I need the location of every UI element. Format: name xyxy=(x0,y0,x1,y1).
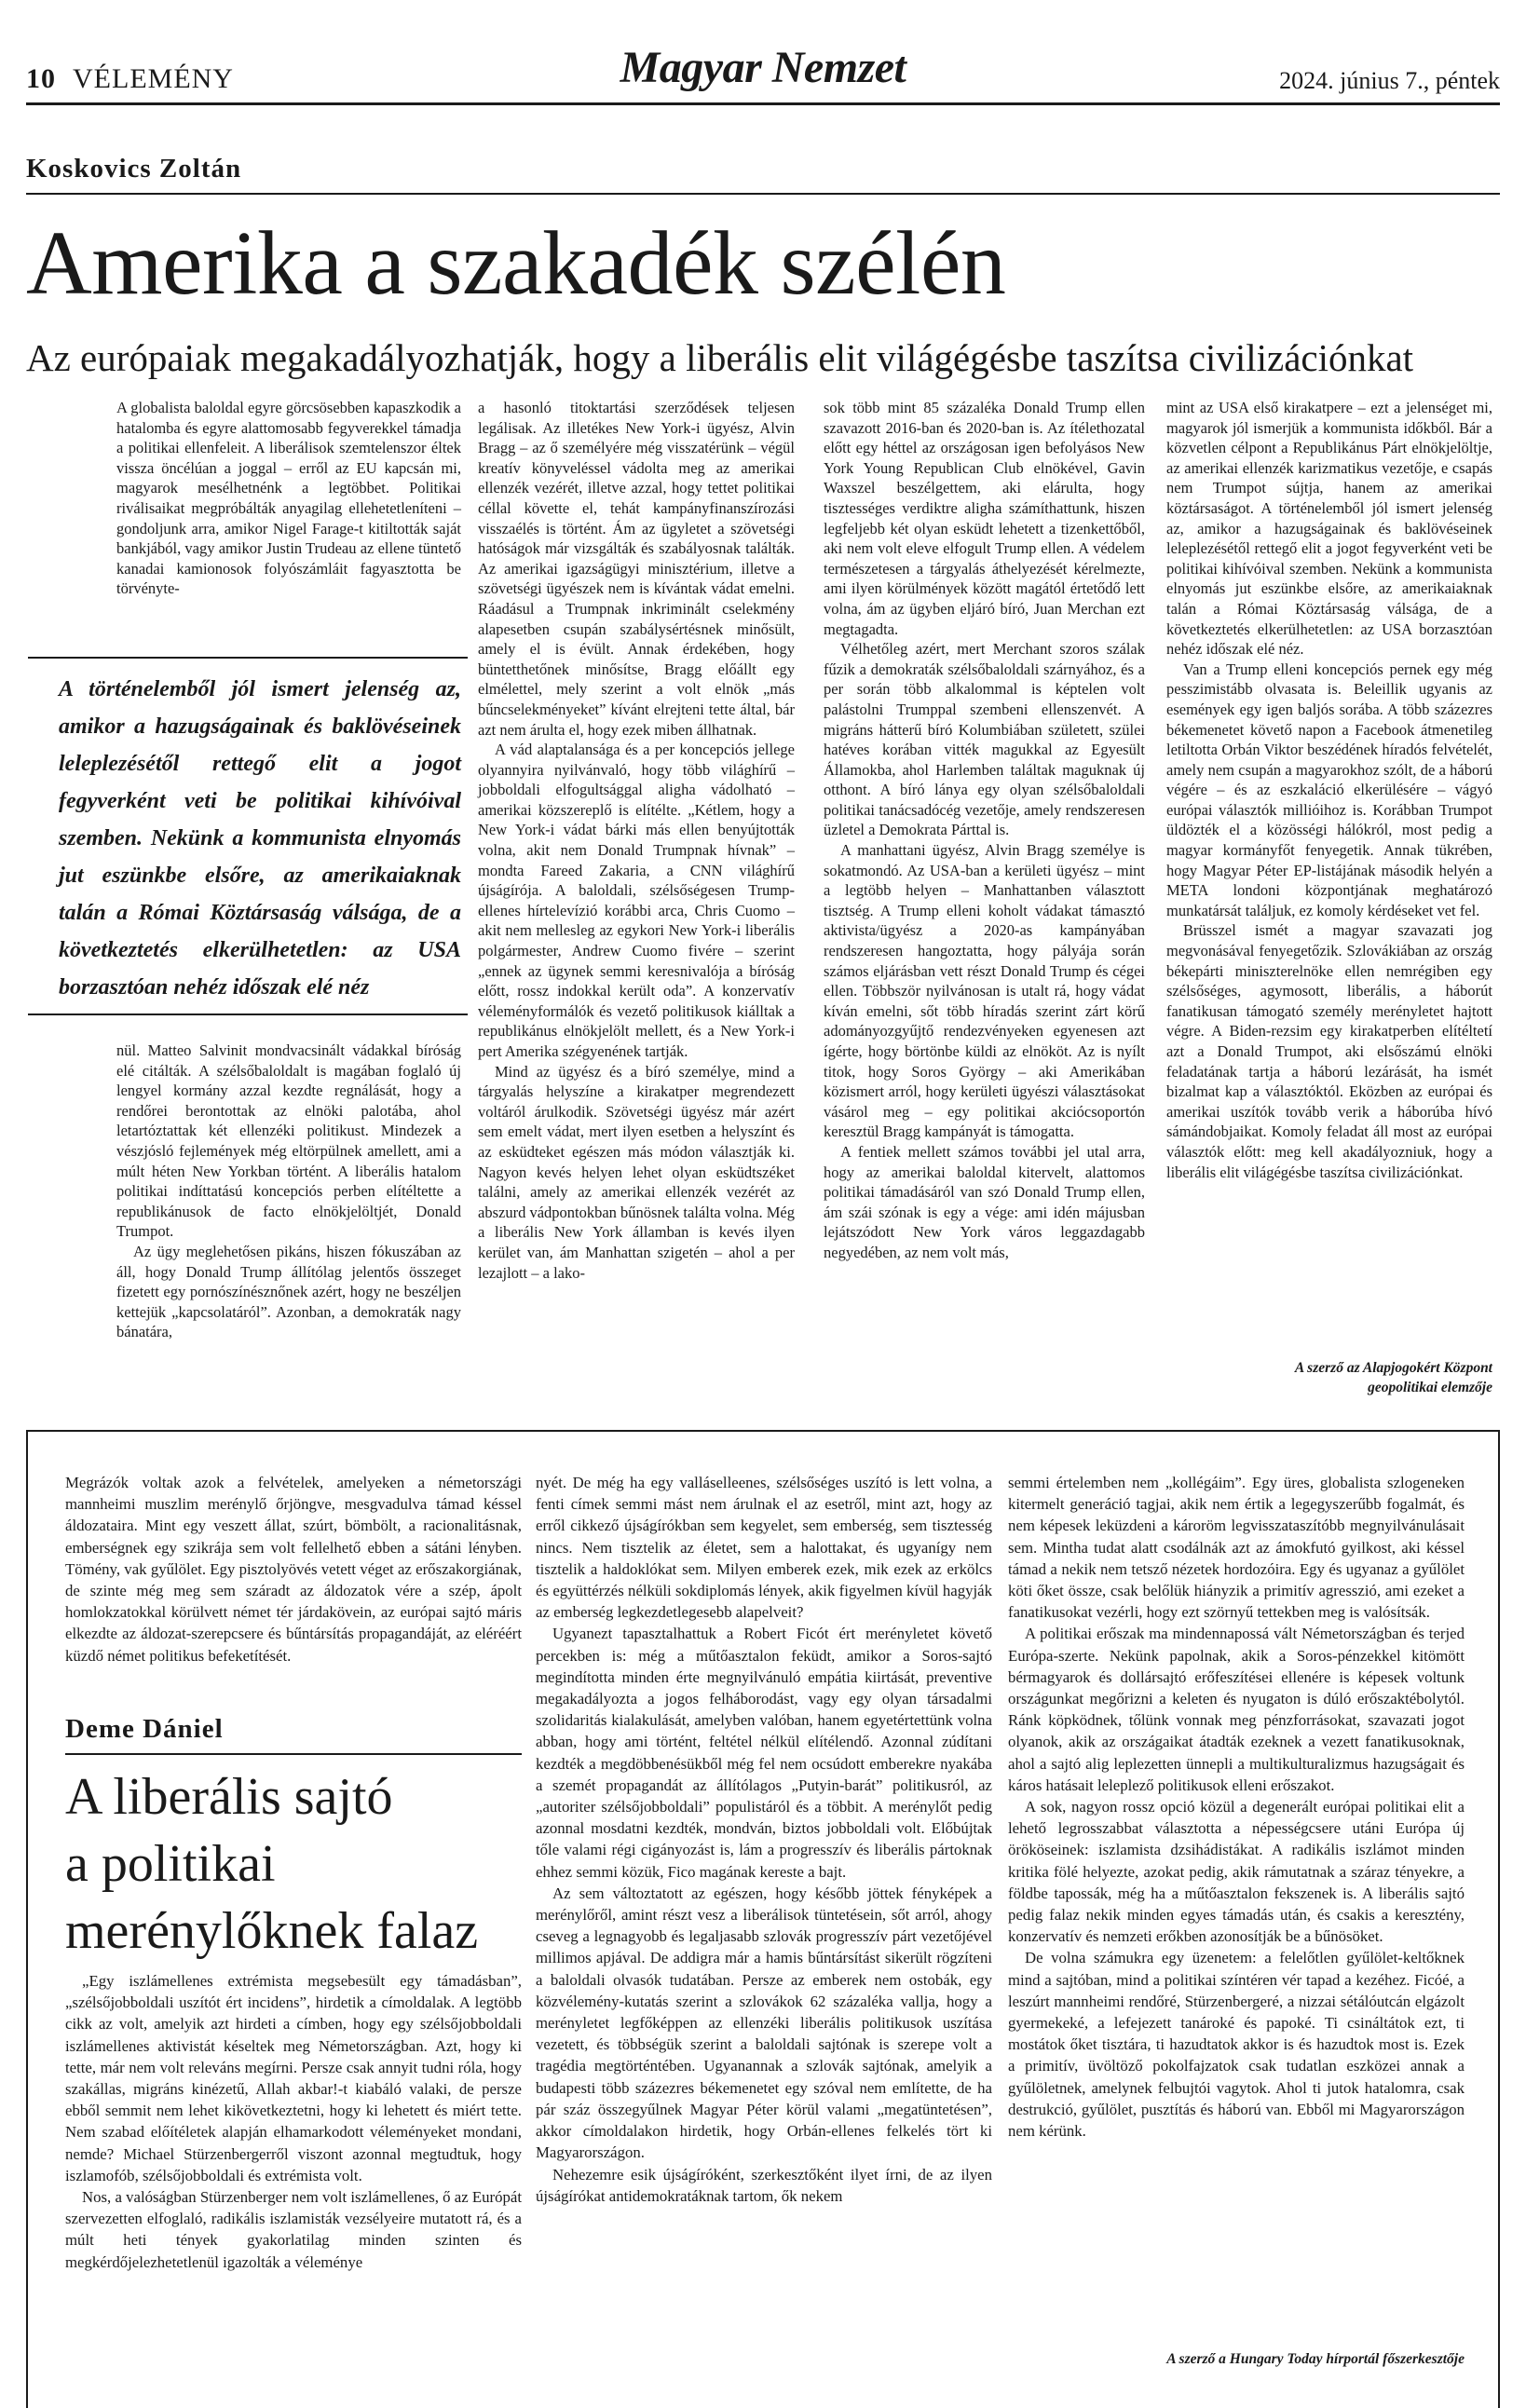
paragraph: Nehezemre esik újságíróként, szerkesztőként ilyet írni, de az ilyen újságírókat antidemokratáknak tartom, ők nekem xyxy=(536,2165,992,2205)
paragraph: Van a Trump elleni koncepciós pernek egy még pesszimistább olvasata is. Beleillik ugyanis az események egy igen baljós sorába. A több százezres békemenetet követő napon a Facebook átmenetileg letiltotta Orbán Viktor beszédének híradós felvételét, amely nem csupán a magyarokhoz szólt, de a háború végére – és az eszkaláció elkerülésére – vágyó európai választók millióihoz is. Korábban Trumpot üldözték el a közösségi hálókról, most pedig a magyar kormányfőt fenyegetik. Annak tükrében, hogy Magyar Péter EP-listájának második helyén a META londoni központjának meghatározó munkatársát találjuk, ez komoly kérdéseket vet fel. xyxy=(1166,660,1492,919)
paragraph: mint az USA első kirakatpere – ezt a jelenséget mi, magyarok jól ismerjük a kommunista időkből. Bár a közvetlen célpont a Republikánus Párt elnökjelöltje, az amerikai ellenzék karizmatikus vezetője, e csapás nem Trumpot sújtja, hanem az amerikai köztársaságot. A történelemből jól ismert jelenség az, amikor a hazugságainak és baklövéseinek leleplezésétől rettegő elit a jogot fegyverként veti be politikai kihívóival szemben. Nekünk a kommunista elnyomás jut eszünkbe elsőre, az amerikaiaknak talán a Római Köztársaság válsága, de a következtetés elkerülhetetlen: az USA borzasztóan nehéz időszak elé néz. xyxy=(1166,399,1492,659)
paragraph: a hasonló titoktartási szerződések teljesen legálisak. Az illetékes New York-i ügyész, Alvin Bragg – az ő személyére még visszatérünk – végül kreatív könyveléssel vádolta meg az amerikai ellenzék vezérét, illetve azzal, hogy tettet politikai céllal követte el, tehát kampányfinanszírozási visszaélés is történt. Ám az ügyletet a szövetségi hatóságok már vizsgálták és szabályosnak találták. Az amerikai igazságügyi minisztérium, illetve a szövetségi ügyészek nem is kívántak vádat emelni. Ráadásul a Trumpnak inkriminált cselekmény alapesetben csupán szabálysértésnek minősült, amely el is évült. Annak érdekében, hogy büntetthetőnek minősítse, Bragg előállt egy elmélettel, mely szerint a volt elnök „más bűncselekményeket” kívánt elrejteni tette által, bár azt nem árulta el, hogy ezek miben állhatnak. xyxy=(478,399,795,739)
article2-title xyxy=(65,1763,531,1965)
article2-col1 xyxy=(65,1970,522,2273)
article1-col1-top xyxy=(116,398,461,599)
paragraph: semmi értelemben nem „kollégáim”. Egy üres, globalista szlogeneken kitermelt generáció tagjai, akik nem értik a legegyszerűbb fogalmát, és nem képesek leküzdeni a károröm legvisszataszítóbb megnyilvánulásait sem. Mintha tudat alatt csodálnák azt az ámokfutó gyilkost, aki késsel támad a nekik nem tetsző nézetek hordozóira. Egy és ugyanaz a gyűlölet köti őket össze, csak belőlük hiányzik a primitív agresszió, ami ezeket a fanatikusokat vezérli, hogy ezt szörnyű tettekben meg is valósítsák. xyxy=(1008,1474,1465,1622)
article1-col3 xyxy=(824,398,1145,1263)
article1-col2 xyxy=(478,398,795,1283)
paragraph: A vád alaptalansága és a per koncepciós jellege olyannyira nyilvánvaló, hogy több világhírű – jobboldali elfogultsággal aligha vádolható – amerikai közszereplő is elítélte. „Kétlem, hogy a New York-i vádat bárki más ellen benyújtották volna, akit nem Donald Trumpnak hívnak” – mondta Fareed Zakaria, a CNN világhírű újságírója. A baloldali, szélsőségesen Trump-ellenes hírtelevízió korábbi arca, Chris Cuomo – akit nem mellesleg az egykori New York-i liberális polgármester, Andrew Cuomo fivére – szerint „ennek az ügynek semmi keresnivalója a bíróság előtt, rossz indokkal került oda”. A konzervatív véleményformálók és vezető politikusok kiálltak a republikánus elnökjelölt mellett, és a New York-i pert Amerika szégyenének tartják. xyxy=(478,741,795,1060)
byline-rule xyxy=(26,193,1500,195)
paragraph: A globalista baloldal egyre görcsösebben kapaszkodik a hatalomba és egyre alattomosabb fegyverekkel támadja a politikai ellenfeleit. A liberálisok szemtelenszor éltek vissza öncélúan a joggal – erről az EU kapcsán mi, magyarok mesélhetnénk a legtöbbet. Politikai riválisaikat megpróbálták anyagilag ellehetetleníteni – gondoljunk arra, amikor Nigel Farage-t kitiltották saját bankjából, vagy amikor Justin Trudeau az ellene tüntető kanadai kamionosok folyószámláit fagyasztotta be törvényte- xyxy=(116,399,461,598)
paragraph: Vélhetőleg azért, mert Merchant szoros szálak fűzik a demokraták szélsőbaloldali szárnyához, és a per során több alkalommal is képtelen volt palástolni Trumppal szembeni ellenszenvét. A migráns hátterű bíró Kolumbiában született, szülei hatéves korában vitték magukkal az Egyesült Államokba, ahol Harlemben találtak maguknak új otthont. A bíró lánya egy olyan szélsőbaloldali politikai tanácsadócég vezetője, amely rendszeresen üzletel a Demokrata Párttal is. xyxy=(824,640,1145,839)
paragraph: sok több mint 85 százaléka Donald Trump ellen szavazott 2016-ban és 2020-ban is. Az ítélethozatal előtt egy héttel az országosan igen befolyásos New York Young Republican Club elnökével, Gavin Waxszel beszélgettem, aki elárulta, hogy tisztességes verdiktre aligha számíthattunk, hiszen legfeljebb két olyan esküdt lehetett a tizenkettőből, aki nem volt eleve elfogult Trump ellen. A védelem természetesen a tárgyalás áthelyezését kérelmezte, ami ilyen körülmények között magától értetődő lett volna, ám az ügyben eljáró bíró, Juan Merchan ezt megtagadta. xyxy=(824,399,1145,638)
paragraph: Az sem változtatott az egészen, hogy később jöttek fényképek a merénylőről, amint részt vesz a liberálisok tüntetésein, sőt arról, ahogy cseveg a legnagyobb és legaljasabb szlovák progresszív párt vezetőjével millimos apjával. De addigra már a hamis bűntársítást sikerült rögzíteni a baloldali olvasók tudatában. Persze az emberek nem ostobák, egy közvélemény-kutatás szerint a szlovákok 62 százaléka vallja, hogy a merényletet legfőképpen az ellenzéki liberális politikusok uszítása vezetett, és többségük szerint a baloldali sajtónak is szerepe volt a tragédia megtörténtében. Ugyanannak a szlovák sajtónak, amelyik a budapesti több százezres békemenetet egy szóval nem említette, de ha pár száz összegyűlnek Magyar Péter körül valami „megatüntetésen”, akkor címoldalakon hirdetik, hogy Orbán-ellenes felkelés tört ki Magyarországon. xyxy=(536,1884,992,2162)
article2-author-note: A szerző a Hungary Today hírportál főszerkesztője xyxy=(1166,2351,1465,2367)
title-line: merénylőknek falaz xyxy=(65,1902,479,1960)
article2-lead xyxy=(65,1472,522,1667)
article1-author: Koskovics Zoltán xyxy=(26,154,242,184)
paragraph: Nos, a valóságban Stürzenberger nem volt iszlámellenes, ő az Európát szervezetten elfoglaló, radikális iszlamisták vezsélyeire mutatott rá, és a múlt heti tények gyakorlatilag minden szinten és megkérdőjelezhetetlenül igazolták a véleménye xyxy=(65,2188,522,2271)
article2-col3 xyxy=(1008,1472,1465,2142)
title-line: a politikai xyxy=(65,1835,276,1893)
header-rule xyxy=(26,102,1500,105)
paragraph: Az ügy meglehetősen pikáns, hiszen fókuszában az áll, hogy Donald Trump állítólag jelentős összeget fizetett egy pornószínésznőnek azért, hogy ne beszéljen kettejük „kapcsolatáról”. Azonban, a demokraták nagy bánatára, xyxy=(116,1242,461,1341)
article2-box-right xyxy=(1498,1430,1500,2408)
paragraph: De volna számukra egy üzenetem: a felelőtlen gyűlölet-keltőknek mind a sajtóban, mind a politikai színtéren vér tapad a kezéhez. Ficóé, a leszúrt mannheimi rendőré, Stürzenbergeré, a nizzai sétálóutcán elgázolt gyermekeké, a lefejezett tanároké és papoké. Ti csináltátok ezt, ti mostátok őket tisztára, ti hazudtatok akkor is és hazudtok most is. Ezek a primitív, üvöltöző pokolfajzatok csak tudatlan eszközei annak a gyűlöletnek, amelynek felbujtói vagytok. Ahol ti jutok hatalomra, csak destrukció, gyűlölet, pusztítás és háború van. Ebből mi Magyarországon nem kérünk. xyxy=(1008,1949,1465,2141)
pullquote-rule-bottom xyxy=(28,1014,468,1015)
author-note-line: A szerző az Alapjogokért Központ xyxy=(1294,1360,1492,1376)
pull-quote: A történelemből jól ismert jelenség az, amikor a hazugságainak és baklövéseinek leleplezésétől rettegő elit a jogot fegyverként veti be politikai kihívóival szemben. Nekünk a kommunista elnyomás jut eszünkbe elsőre, az amerikaiaknak talán a Római Köztársaság válsága, de a következtetés elkerülhetetlen: az USA borzasztóan nehéz időszak elé néz xyxy=(59,677,461,1000)
title-line: A liberális sajtó xyxy=(65,1768,393,1826)
page-number: 10 xyxy=(26,63,56,94)
paragraph: Megrázók voltak azok a felvételek, amelyeken a németországi mannheimi muszlim merénylő őrjöngve, mesgvadulva támad késsel áldozataira. Mint egy veszett állat, szúrt, bömbölt, a racionalitásnak, emberségnek egy szikrája sem volt fellelhető ebben a sátáni lényben. Tömény, vak gyűlölet. Egy pisztolyövés vetett véget az erőszakorgiának, de szinte még meg sem száradt az áldozatok vére a szép, ápolt homlokzatokkal körülvett német tér járdakövein, az európai sajtó máris elkezdte az áldozat-szerepcsere és bűntársítás propagandáját, az eléréért küzdő német politikus befeketítését. xyxy=(65,1474,522,1665)
masthead-logo: Magyar Nemzet xyxy=(620,43,906,92)
article2-byline-rule xyxy=(65,1753,522,1755)
paragraph: A manhattani ügyész, Alvin Bragg személye is sokatmondó. Az USA-ban a kerületi ügyész – mint a legtöbb helyen – Manhattanben választott tisztség. A Trump elleni koholt vádakat támasztó aktivista/ügyész a 2020-as kampányában rendszeresen hangoztatta, hogy pályája során számos eljárásban vett részt Donald Trump és cégei ellen. Többször nyilvánosan is utalt rá, hogy vádat kíván emelni, sőt több híradás szerint zárt körű adományozgyűjtő rendezvényeken egyenesen azt ígérte, hogy börtönbe küldi az elnököt. Az is nyílt titok, hogy Soros György – aki Amerikában közismert arról, hogy kerületi ügyészi választásokat vásárol meg – egy politikai akciócsoportón keresztül Bragg kampányát is támogatta. xyxy=(824,841,1145,1141)
article1-title: Amerika a szakadék szélén xyxy=(26,213,1006,314)
article1-subtitle: Az európaiak megakadályozhatják, hogy a liberális elit világégésbe taszítsa civilizációnkat xyxy=(26,336,1414,379)
paragraph: „Egy iszlámellenes extrémista megsebesült egy támadásban”, „szélsőjobboldali uszítót ért incidens”, hirdetik a címoldalak. A legtöbb cikk az volt, amelyik azt hirdeti a címben, hogy egy szélsőjobboldali iszlámellenes aktivistát késeltek meg Németországban. Azt, hogy ki tette, már nem volt releváns megírni. Persze csak annyit tudni róla, hogy szakállas, migráns kinézetű, Allah akbar!-t kiabáló valaki, de persze ebből semmit nem lehet kikövetkeztetni, hogy ki lehetett és miért tette. Nem szabad előítéletek alapján elhamarkodott véleményeket mondani, nemde? Michael Stürzenbergerről viszont azonnal megtudtuk, hogy iszlamofób, szélsőjobboldali és extrémista volt. xyxy=(65,1972,522,2184)
article2-col2 xyxy=(536,1472,992,2207)
paragraph: Mind az ügyész és a bíró személye, mind a tárgyalás helyszíne a kirakatper megrendezett voltáról árulkodik. Szövetségi ügyész már azért sem emelt vádat, mert ilyen esetben a helyszínt és az esküdteket egészen más módon választják ki. Nagyon kevés helyen lehet olyan esküdtszéket találni, amely az amerikai ellenzék vezérét az abszurd vádpontokban bűnösnek találta volna. Még a liberális New York államban is kevés ilyen kerület van, ám Manhattan szigetén – ahol a per lezajlott – a lako- xyxy=(478,1062,795,1282)
paragraph: nyét. De még ha egy valláselleenes, szélsőséges uszító is lett volna, a fenti címek semmi mást nem árulnak el az esetről, mint azt, hogy az erről cikkező újságírókban sem kegyelet, sem emberség, sem tisztesség nincs. Nem tisztelik az életet, sem a halottakat, és ugyanígy nem tisztelik a haldoklókat sem. Milyen emberek ezek, mik ezek az erkölcs és együttérzés nélküli sokdiplomás lények, akik figyelmen kívül hagyják az emberség legkezdetlegesebb alapelveit? xyxy=(536,1474,992,1622)
paragraph: A politikai erőszak ma mindennapossá vált Németországban és terjed Európa-szerte. Nekünk papolnak, akik a Soros-pénzekkel kitömött bérmagyarok és dollársajtó erőfeszítései ellenére is képesek voltunk országunkat megőrizni a keleten és nyugaton is dúló erőszaktébolytól. Ránk köpködnek, tőlünk vonnak meg pénzforrásokat, szavazati jogot olyanok, akik az országaikat átadták ezeknek a vezett fanatikusoknak, ahol a sajtó alig leplezetten ünnepli a multikulturalizmus hazugságait és káros hatásait leleplező politikusok elleni erőszakot. xyxy=(1008,1625,1465,1794)
author-note-line: geopolitikai elemzője xyxy=(1368,1380,1492,1395)
article2-author: Deme Dániel xyxy=(65,1714,224,1744)
paragraph: Brüsszel ismét a magyar szavazati jog megvonásával fenyegetőzik. Szlovákiában az ország békepárti miniszterelnöke ellen nemrégiben egy szélsőséges, agymosott, liberális, a háborút fanatikusan támogató személy merényletet hajtott végre. A Biden-rezsim egy kirakatperben elítéltetí azt a Donald Trumpot, aki elsőszámú elnöki feladatának tartja a háború lezárását, ha ismét bizalmat kap a választóktól. Eközben az európai és amerikai uszítók tovább verik a háborúba hívó sámándobjaikat. Komoly feladat áll most az európai választók előtt: meg kell akadályozniuk, hogy a liberális elit világégésbe taszítsa civilizációnkat. xyxy=(1166,921,1492,1181)
issue-date: 2024. június 7., péntek xyxy=(1279,67,1500,94)
article1-col4 xyxy=(1166,398,1492,1182)
article1-col1-bottom xyxy=(116,1041,461,1342)
paragraph: A fentiek mellett számos további jel utal arra, hogy az amerikai baloldal kitervelt, alattomos politikai támadásáról van szó Donald Trump ellen, ám szái szónak is egy a vége: ami idén májusban lejátszódott New York város leggazdagabb negyedében, az nem volt más, xyxy=(824,1142,1145,1261)
paragraph: A sok, nagyon rossz opció közül a degenerált európai politikai elit a lehető legrosszabbat választotta a népességcsere utáni Európa új örököseinek: iszlamista dzsihádistákat. A radikális iszlámot minden kritika fölé helyezte, azokat pedig, akik rámutatnak a száraz tényekre, a földbe tapossák, még ha a műtőasztalon fekszenek is. A liberális sajtó pedig falaz nekik minden egyes támadás után, és csakis a keresztény, konzervatív és nemzeti erőkben azonosítják be a bűnösöket. xyxy=(1008,1798,1465,1946)
paragraph: Ugyanezt tapasztalhattuk a Robert Ficót ért merényletet követő percekben is: még a műtőasztalon feküdt, amikor a Soros-sajtó megindította minden érte megnyilvánuló empátia kiirtását, preventive megakadályozta a jogos felháborodást, vagy egy olyan társadalmi szolidaritás kialakulását, amelyben valóban, hanem egyetértettünk volna abban, hogy ami történt, feltétel nélkül elítélendő. Azonnal zúdítani kezdték a megdöbbenésükből még fel nem ocsúdott emberekre nyakába a szemét propagandát az állítólagos „Putyin-barát” politikusról, az „autoriter szélsőjobboldali” populistáról és a többit. A merénylőt pedig azonnal mosdatni kezdték, mondván, biztos jobboldali volt. Előbújtak tőle valami régi cigányozást is, lám a progresszív és liberális pártoknak ehhez semmi közük, Fico magának kereste a bajt. xyxy=(536,1625,992,1881)
paragraph: nül. Matteo Salvinit mondvacsinált vádakkal bíróság elé citálták. A szélsőbaloldalt is magában foglaló új lengyel kormány azzal kezdte regnálását, hogy a rendőrei berontottak az elnöki palotába, ahol letartóztattak két ellenzéki politikust. Mindezek a vészjósló fejlemények még eltörpülnek amellett, ami a múlt héten New Yorkban történt. A liberális hatalom politikai indíttatású koncepciós perben elítéltette a republikánusok de facto elnökjelöltjét, Donald Trumpot. xyxy=(116,1041,461,1241)
pullquote-rule-top xyxy=(28,657,468,659)
article2-box-left xyxy=(26,1430,28,2408)
section-name: VÉLEMÉNY xyxy=(73,63,234,94)
article2-box-top xyxy=(26,1430,1500,1432)
article1-author-note xyxy=(1166,1358,1492,1397)
